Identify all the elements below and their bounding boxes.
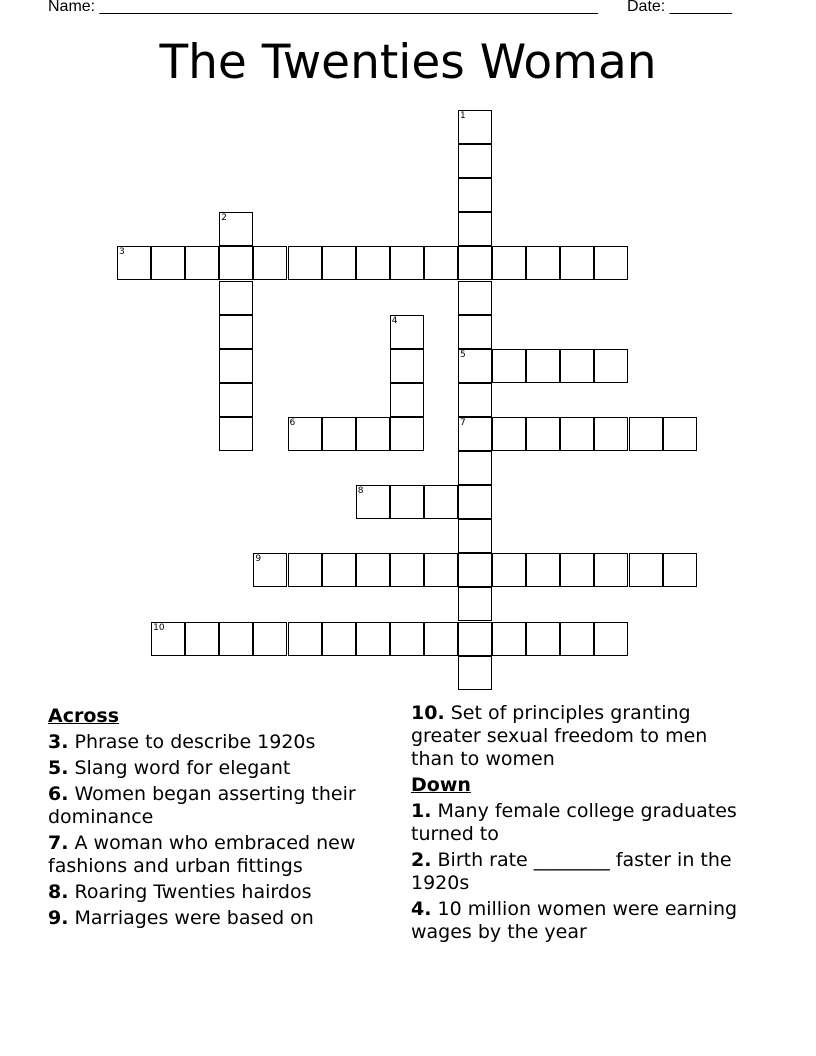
name-field-label: Name: ________________________________________________________ <box>48 0 598 15</box>
puzzle-title: The Twenties Woman <box>159 35 657 90</box>
clue-number: 2 <box>221 213 228 224</box>
crossword-cell[interactable] <box>458 383 492 417</box>
crossword-cell[interactable] <box>526 622 560 656</box>
crossword-cell[interactable] <box>492 553 526 587</box>
crossword-cell[interactable] <box>390 417 424 451</box>
crossword-cell[interactable] <box>253 622 287 656</box>
crossword-cell[interactable] <box>322 622 356 656</box>
crossword-cell[interactable] <box>151 622 185 656</box>
clue-number: 4 <box>391 315 398 326</box>
clue-number: 6 <box>289 417 296 428</box>
crossword-cell[interactable] <box>663 553 697 587</box>
crossword-cell[interactable] <box>390 246 424 280</box>
crossword-cell[interactable] <box>458 349 492 383</box>
clue-across-8: 8. Roaring Twenties hairdos <box>48 881 312 903</box>
crossword-cell[interactable] <box>253 246 287 280</box>
crossword-cell[interactable] <box>458 110 492 144</box>
crossword-cell[interactable] <box>560 553 594 587</box>
clue-number: 7 <box>460 417 466 428</box>
clue-number: 9 <box>255 554 262 565</box>
crossword-cell[interactable] <box>219 349 253 383</box>
crossword-cell[interactable] <box>356 246 390 280</box>
crossword-cell[interactable] <box>458 451 492 485</box>
clue-number: 8 <box>357 486 364 497</box>
clue-down-1: 1. Many female college graduates turned to <box>411 800 737 845</box>
crossword-cell[interactable] <box>322 246 356 280</box>
crossword-cell[interactable] <box>663 417 697 451</box>
crossword-cell[interactable] <box>492 246 526 280</box>
crossword-cell[interactable] <box>322 417 356 451</box>
crossword-cell[interactable] <box>629 553 663 587</box>
crossword-cell[interactable] <box>424 485 458 519</box>
down-heading: Down <box>411 774 471 796</box>
crossword-cell[interactable] <box>492 417 526 451</box>
crossword-cell[interactable] <box>390 349 424 383</box>
crossword-cell[interactable] <box>356 553 390 587</box>
crossword-cell[interactable] <box>219 246 253 280</box>
crossword-cell[interactable] <box>594 246 628 280</box>
clue-down-4: 4. 10 million women were earning wages by the year <box>411 898 738 943</box>
date-field-label: Date: _______ <box>627 0 732 15</box>
crossword-cell[interactable] <box>560 417 594 451</box>
clue-number: 10 <box>153 622 165 633</box>
crossword-cell[interactable] <box>151 246 185 280</box>
crossword-cell[interactable] <box>458 553 492 587</box>
crossword-cell[interactable] <box>526 349 560 383</box>
crossword-cell[interactable] <box>560 246 594 280</box>
crossword-cell[interactable] <box>390 383 424 417</box>
crossword-cell[interactable] <box>458 144 492 178</box>
crossword-cell[interactable] <box>560 349 594 383</box>
crossword-cell[interactable] <box>219 383 253 417</box>
crossword-cell[interactable] <box>219 622 253 656</box>
crossword-cell[interactable] <box>458 587 492 621</box>
clues-column-left <box>48 702 393 930</box>
crossword-cell[interactable] <box>526 417 560 451</box>
crossword-cell[interactable] <box>185 246 219 280</box>
crossword-cell[interactable] <box>253 553 287 587</box>
crossword-cell[interactable] <box>288 553 322 587</box>
crossword-cell[interactable] <box>219 281 253 315</box>
crossword-cell[interactable] <box>594 553 628 587</box>
crossword-cell[interactable] <box>458 485 492 519</box>
clue-number: 5 <box>460 349 466 360</box>
crossword-cell[interactable] <box>356 417 390 451</box>
crossword-cell[interactable] <box>492 622 526 656</box>
crossword-cell[interactable] <box>117 246 151 280</box>
crossword-cell[interactable] <box>526 553 560 587</box>
crossword-cell[interactable] <box>288 246 322 280</box>
crossword-cell[interactable] <box>322 553 356 587</box>
crossword-cell[interactable] <box>288 622 322 656</box>
crossword-cell[interactable] <box>390 553 424 587</box>
clue-down-2: 2. Birth rate ________ faster in the 1920s <box>411 849 732 894</box>
crossword-cell[interactable] <box>356 622 390 656</box>
crossword-cell[interactable] <box>458 656 492 690</box>
clue-number: 3 <box>119 247 125 258</box>
clue-across-3: 3. Phrase to describe 1920s <box>48 731 316 753</box>
crossword-cell[interactable] <box>458 178 492 212</box>
crossword-cell[interactable] <box>219 212 253 246</box>
crossword-cell[interactable] <box>594 349 628 383</box>
crossword-cell[interactable] <box>594 622 628 656</box>
crossword-cell[interactable] <box>492 349 526 383</box>
crossword-cell[interactable] <box>390 622 424 656</box>
crossword-cell[interactable] <box>458 417 492 451</box>
clues-column-right <box>411 702 756 944</box>
clue-across-7: 7. A woman who embraced new fashions and urban fittings <box>48 832 356 877</box>
clue-number: 1 <box>460 111 466 121</box>
clue-across-9: 9. Marriages were based on <box>48 907 314 929</box>
clue-across-10: 10. Set of principles granting greater sexual freedom to men than to women <box>411 702 708 770</box>
clue-across-6: 6. Women began asserting their dominance <box>48 783 356 828</box>
crossword-cell[interactable] <box>458 315 492 349</box>
crossword-cell[interactable] <box>424 622 458 656</box>
crossword-cell[interactable] <box>288 417 322 451</box>
crossword-cell[interactable] <box>526 246 560 280</box>
clue-across-5: 5. Slang word for elegant <box>48 757 291 779</box>
crossword-cell[interactable] <box>458 622 492 656</box>
crossword-cell[interactable] <box>356 485 390 519</box>
crossword-cell[interactable] <box>458 212 492 246</box>
crossword-cell[interactable] <box>219 417 253 451</box>
crossword-cell[interactable] <box>560 622 594 656</box>
crossword-cell[interactable] <box>390 485 424 519</box>
crossword-cell[interactable] <box>424 553 458 587</box>
crossword-cell[interactable] <box>458 281 492 315</box>
crossword-cell[interactable] <box>629 417 663 451</box>
crossword-cell[interactable] <box>458 246 492 280</box>
crossword-cell[interactable] <box>185 622 219 656</box>
crossword-cell[interactable] <box>219 315 253 349</box>
crossword-cell[interactable] <box>390 315 424 349</box>
across-heading: Across <box>48 705 120 727</box>
crossword-cell[interactable] <box>424 246 458 280</box>
crossword-cell[interactable] <box>458 519 492 553</box>
crossword-cell[interactable] <box>594 417 628 451</box>
